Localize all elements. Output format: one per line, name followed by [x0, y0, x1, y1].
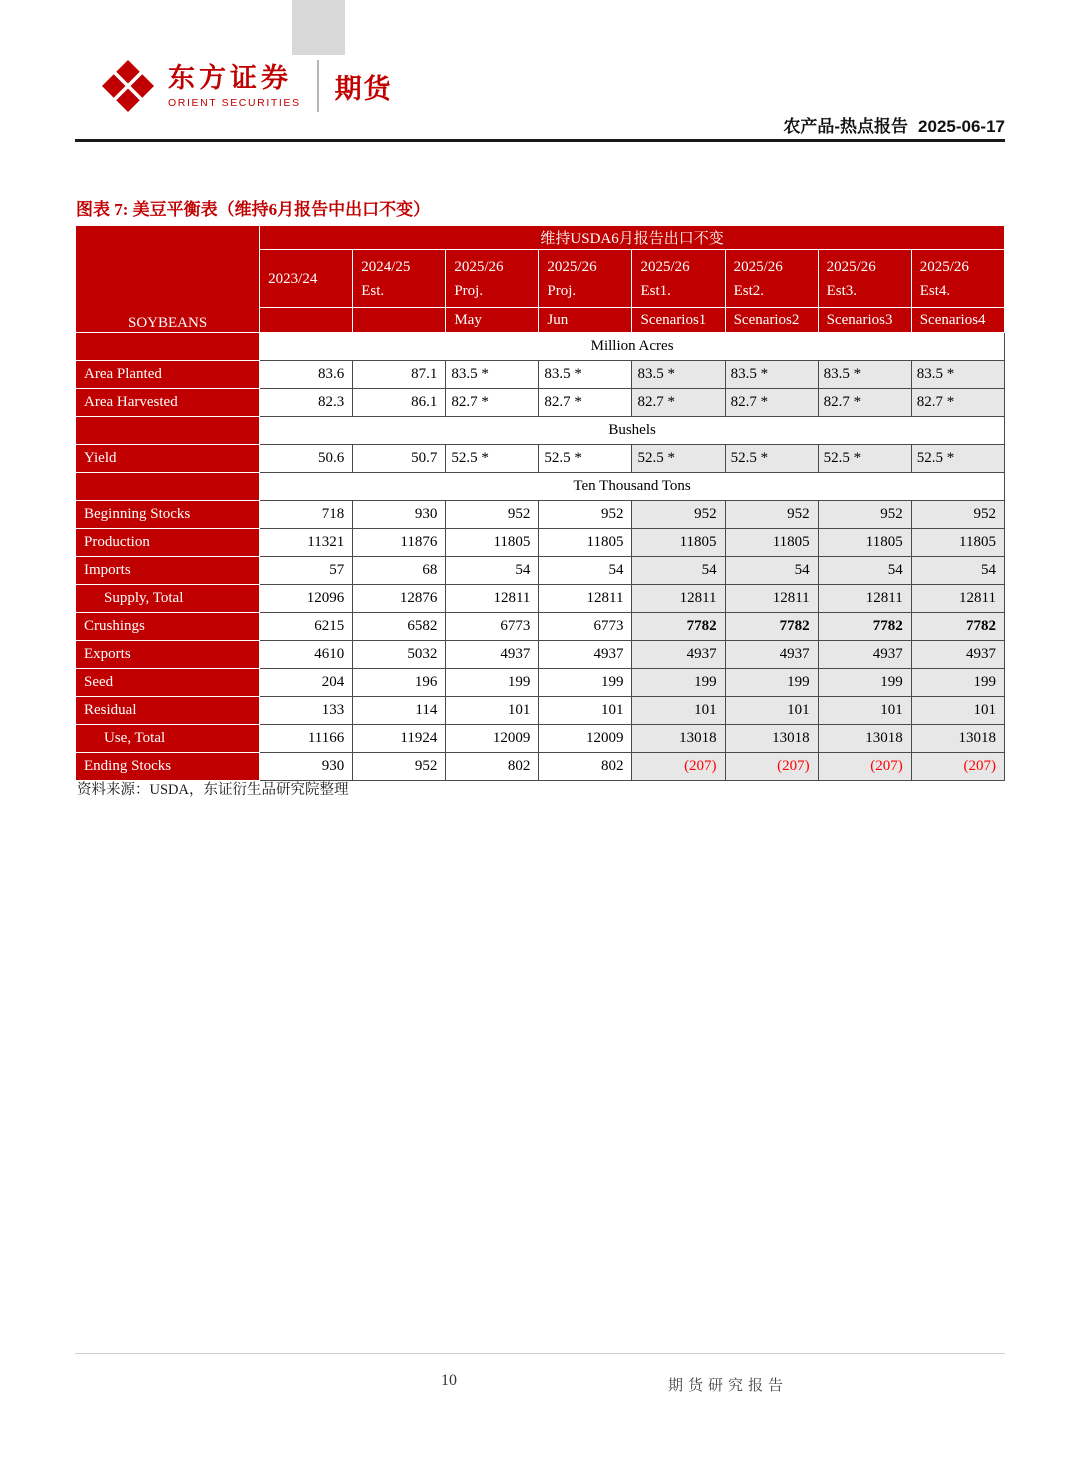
table-row — [76, 585, 1005, 613]
section-label-futures: 期货 — [334, 73, 393, 104]
cell: 12811 — [632, 585, 725, 613]
row-label: Seed — [76, 669, 260, 697]
cell: 952 — [818, 501, 911, 529]
col-subheader-4: Scenarios1 — [632, 308, 725, 333]
cell: 11166 — [260, 725, 353, 753]
cell: 199 — [446, 669, 539, 697]
cell: 114 — [353, 697, 446, 725]
row-label: Imports — [76, 557, 260, 585]
cell: 199 — [539, 669, 632, 697]
cell: 204 — [260, 669, 353, 697]
col-subheader-0 — [260, 308, 353, 333]
col-subheader-2: May — [446, 308, 539, 333]
section-header: Million Acres — [260, 333, 1005, 361]
cell: 952 — [353, 753, 446, 781]
cell: 82.7 * — [725, 389, 818, 417]
row-label: Area Harvested — [76, 389, 260, 417]
col-subheader-6: Scenarios3 — [818, 308, 911, 333]
section-header: Ten Thousand Tons — [260, 473, 1005, 501]
cell: 11805 — [911, 529, 1004, 557]
col-header-3: 2025/26 Proj. — [539, 250, 632, 308]
cell: 68 — [353, 557, 446, 585]
cell: 952 — [725, 501, 818, 529]
col-header-5: 2025/26 Est2. — [725, 250, 818, 308]
cell: 7782 — [911, 613, 1004, 641]
cell: (207) — [725, 753, 818, 781]
cell: 952 — [632, 501, 725, 529]
cell: 13018 — [632, 725, 725, 753]
cell: 11805 — [539, 529, 632, 557]
col-subheader-1 — [353, 308, 446, 333]
table-row — [76, 501, 1005, 529]
brand-name-cn: 东方证券 — [168, 62, 292, 93]
cell: 6582 — [353, 613, 446, 641]
brand-text — [168, 63, 301, 109]
cell: 930 — [353, 501, 446, 529]
row-label: Supply, Total — [76, 585, 260, 613]
row-label: Ending Stocks — [76, 753, 260, 781]
brand-logo-group — [100, 58, 393, 114]
row-label-empty — [76, 417, 260, 445]
cell: 12811 — [911, 585, 1004, 613]
cell: 83.5 * — [818, 361, 911, 389]
orient-securities-logo-icon — [100, 58, 156, 114]
cell: 54 — [725, 557, 818, 585]
cell: 4937 — [725, 641, 818, 669]
soybeans-balance-table — [75, 225, 1005, 781]
cell: (207) — [818, 753, 911, 781]
row-label: Beginning Stocks — [76, 501, 260, 529]
cell: 12811 — [539, 585, 632, 613]
cell: 199 — [818, 669, 911, 697]
page-number: 10 — [441, 1372, 457, 1389]
figure-title: 图表 7: 美豆平衡表（维持6月报告中出口不变） — [76, 200, 431, 219]
cell: 11805 — [725, 529, 818, 557]
cell: 52.5 * — [818, 445, 911, 473]
row-label: Area Planted — [76, 361, 260, 389]
col-header-0: 2023/24 — [260, 250, 353, 308]
cell: 83.5 * — [539, 361, 632, 389]
cell: (207) — [911, 753, 1004, 781]
cell: 13018 — [818, 725, 911, 753]
cell: 101 — [539, 697, 632, 725]
cell: 13018 — [911, 725, 1004, 753]
cell: 83.5 * — [632, 361, 725, 389]
cell: 930 — [260, 753, 353, 781]
cell: 12811 — [818, 585, 911, 613]
table-row — [76, 361, 1005, 389]
cell: 802 — [446, 753, 539, 781]
row-label-empty — [76, 473, 260, 501]
cell: 4937 — [911, 641, 1004, 669]
report-type: 农产品-热点报告 — [783, 117, 909, 136]
cell: 5032 — [353, 641, 446, 669]
row-label: Use, Total — [76, 725, 260, 753]
row-label: Yield — [76, 445, 260, 473]
cell: 101 — [725, 697, 818, 725]
cell: 196 — [353, 669, 446, 697]
cell: 11876 — [353, 529, 446, 557]
cell: 12811 — [446, 585, 539, 613]
cell: 199 — [725, 669, 818, 697]
cell: 4937 — [539, 641, 632, 669]
brand-name-en: ORIENT SECURITIES — [168, 97, 301, 110]
table-banner: 维持USDA6月报告出口不变 — [260, 226, 1005, 250]
cell: 4937 — [818, 641, 911, 669]
table-row — [76, 557, 1005, 585]
cell: 12876 — [353, 585, 446, 613]
cell: 54 — [539, 557, 632, 585]
cell: (207) — [632, 753, 725, 781]
cell: 82.7 * — [632, 389, 725, 417]
header-rule — [75, 139, 1005, 142]
table-row — [76, 725, 1005, 753]
table-row — [76, 445, 1005, 473]
cell: 54 — [911, 557, 1004, 585]
cell: 54 — [446, 557, 539, 585]
table-row — [76, 641, 1005, 669]
cell: 52.5 * — [446, 445, 539, 473]
cell: 52.5 * — [725, 445, 818, 473]
report-meta — [783, 112, 1005, 137]
cell: 6215 — [260, 613, 353, 641]
cell: 83.5 * — [446, 361, 539, 389]
cell: 133 — [260, 697, 353, 725]
cell: 82.7 * — [446, 389, 539, 417]
col-header-1: 2024/25 Est. — [353, 250, 446, 308]
row-label-empty — [76, 333, 260, 361]
table-row — [76, 753, 1005, 781]
cell: 11805 — [818, 529, 911, 557]
table-row — [76, 697, 1005, 725]
cell: 11924 — [353, 725, 446, 753]
cell: 718 — [260, 501, 353, 529]
cell: 101 — [632, 697, 725, 725]
table-row — [76, 669, 1005, 697]
cell: 57 — [260, 557, 353, 585]
cell: 50.6 — [260, 445, 353, 473]
cell: 952 — [539, 501, 632, 529]
col-subheader-3: Jun — [539, 308, 632, 333]
cell: 101 — [911, 697, 1004, 725]
cell: 7782 — [818, 613, 911, 641]
cell: 82.7 * — [539, 389, 632, 417]
row-label: Crushings — [76, 613, 260, 641]
cell: 54 — [632, 557, 725, 585]
table-row — [76, 389, 1005, 417]
table-row — [76, 613, 1005, 641]
cell: 11321 — [260, 529, 353, 557]
cell: 101 — [446, 697, 539, 725]
cell: 87.1 — [353, 361, 446, 389]
cell: 12009 — [539, 725, 632, 753]
cell: 52.5 * — [539, 445, 632, 473]
cell: 952 — [911, 501, 1004, 529]
cell: 82.7 * — [818, 389, 911, 417]
cell: 12009 — [446, 725, 539, 753]
cell: 802 — [539, 753, 632, 781]
cell: 83.5 * — [725, 361, 818, 389]
row-label: Production — [76, 529, 260, 557]
cell: 83.6 — [260, 361, 353, 389]
cell: 82.3 — [260, 389, 353, 417]
cell: 13018 — [725, 725, 818, 753]
cell: 6773 — [446, 613, 539, 641]
cell: 4610 — [260, 641, 353, 669]
cell: 11805 — [632, 529, 725, 557]
cell: 52.5 * — [911, 445, 1004, 473]
header-divider — [317, 60, 319, 112]
cell: 83.5 * — [911, 361, 1004, 389]
cell: 7782 — [725, 613, 818, 641]
table-row — [76, 473, 1005, 501]
cell: 12096 — [260, 585, 353, 613]
cell: 4937 — [632, 641, 725, 669]
cell: 7782 — [632, 613, 725, 641]
table-row — [76, 529, 1005, 557]
col-subheader-5: Scenarios2 — [725, 308, 818, 333]
table-row — [76, 417, 1005, 445]
cell: 12811 — [725, 585, 818, 613]
cell: 199 — [911, 669, 1004, 697]
section-header: Bushels — [260, 417, 1005, 445]
cell: 101 — [818, 697, 911, 725]
table-corner-label: SOYBEANS — [76, 226, 260, 333]
row-label: Exports — [76, 641, 260, 669]
row-label: Residual — [76, 697, 260, 725]
cell: 199 — [632, 669, 725, 697]
cell: 4937 — [446, 641, 539, 669]
footer-rule — [75, 1353, 1005, 1354]
cell: 82.7 * — [911, 389, 1004, 417]
col-header-7: 2025/26 Est4. — [911, 250, 1004, 308]
cell: 54 — [818, 557, 911, 585]
source-note: 资料来源：USDA，东证衍生品研究院整理 — [77, 782, 349, 798]
cell: 952 — [446, 501, 539, 529]
cell: 6773 — [539, 613, 632, 641]
cell: 86.1 — [353, 389, 446, 417]
table-row — [76, 333, 1005, 361]
cell: 52.5 * — [632, 445, 725, 473]
header-gray-block — [292, 0, 345, 55]
banner-row — [76, 226, 1005, 250]
col-header-4: 2025/26 Est1. — [632, 250, 725, 308]
col-subheader-7: Scenarios4 — [911, 308, 1004, 333]
cell: 50.7 — [353, 445, 446, 473]
report-date: 2025-06-17 — [918, 117, 1005, 136]
col-header-6: 2025/26 Est3. — [818, 250, 911, 308]
footer-label: 期货研究报告 — [668, 1378, 789, 1394]
col-header-2: 2025/26 Proj. — [446, 250, 539, 308]
cell: 11805 — [446, 529, 539, 557]
